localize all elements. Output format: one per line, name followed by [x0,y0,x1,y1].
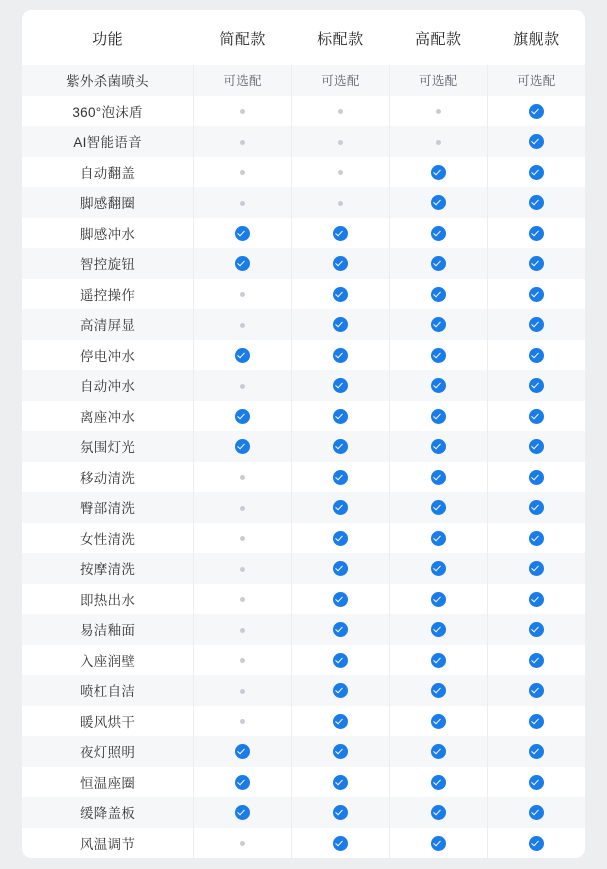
feature-name-cell: 按摩清洗 [22,553,194,584]
check-circle-icon [431,317,446,332]
feature-name-cell: AI智能语音 [22,126,194,157]
dot-icon [240,841,245,846]
check-circle-icon [529,805,544,820]
check-circle-icon [333,226,348,241]
table-row [22,309,585,340]
check-circle-icon [529,470,544,485]
table-row [22,218,585,249]
feature-support-cell [487,675,585,706]
feature-support-cell [194,126,292,157]
feature-support-cell [389,706,487,737]
feature-support-cell [194,340,292,371]
feature-support-cell [487,218,585,249]
feature-support-cell [487,736,585,767]
feature-name-cell: 自动冲水 [22,370,194,401]
check-circle-icon [333,500,348,515]
feature-support-cell [487,126,585,157]
dot-icon [240,689,245,694]
feature-support-cell [487,492,585,523]
feature-name-cell: 氛围灯光 [22,431,194,462]
table-row [22,96,585,127]
check-circle-icon [529,683,544,698]
feature-support-cell [487,767,585,798]
table-row [22,767,585,798]
column-header-model-3: 高配款 [389,10,487,65]
check-circle-icon [333,317,348,332]
feature-support-cell [292,462,390,493]
column-header-feature: 功能 [22,10,194,65]
check-circle-icon [431,348,446,363]
check-circle-icon [431,439,446,454]
table-body [22,65,585,858]
dot-icon [240,292,245,297]
feature-support-cell [389,492,487,523]
feature-name-cell: 夜灯照明 [22,736,194,767]
feature-name-cell: 喷杠自洁 [22,675,194,706]
feature-support-cell [194,492,292,523]
check-circle-icon [333,683,348,698]
feature-support-cell [389,309,487,340]
table-row [22,645,585,676]
check-circle-icon [431,653,446,668]
feature-support-cell [194,279,292,310]
check-circle-icon [529,714,544,729]
check-circle-icon [235,775,250,790]
feature-comparison-table [22,10,585,858]
dot-icon [240,628,245,633]
feature-support-cell [389,218,487,249]
feature-support-cell [389,523,487,554]
feature-support-cell [389,584,487,615]
check-circle-icon [333,531,348,546]
feature-name-cell: 遥控操作 [22,279,194,310]
dot-icon [240,201,245,206]
check-circle-icon [333,714,348,729]
feature-support-cell [389,96,487,127]
optional-label: 可选配 [517,74,556,89]
check-circle-icon [333,592,348,607]
check-circle-icon [333,805,348,820]
feature-support-cell [487,523,585,554]
check-circle-icon [235,348,250,363]
table-row [22,187,585,218]
feature-name-cell: 离座冲水 [22,401,194,432]
feature-support-cell [292,553,390,584]
feature-support-cell [487,462,585,493]
check-circle-icon [333,744,348,759]
feature-name-cell: 移动清洗 [22,462,194,493]
check-circle-icon [431,622,446,637]
feature-support-cell [292,370,390,401]
dot-icon [240,719,245,724]
feature-name-cell: 紫外杀菌喷头 [22,65,194,96]
column-header-model-2: 标配款 [292,10,390,65]
check-circle-icon [431,836,446,851]
check-circle-icon [333,287,348,302]
check-circle-icon [235,439,250,454]
feature-support-cell [487,706,585,737]
feature-support-cell [194,706,292,737]
dot-icon [436,140,441,145]
table-row [22,279,585,310]
feature-support-cell [292,309,390,340]
feature-name-cell: 自动翻盖 [22,157,194,188]
check-circle-icon [431,165,446,180]
feature-support-cell [194,96,292,127]
check-circle-icon [431,500,446,515]
feature-name-cell: 易洁釉面 [22,614,194,645]
check-circle-icon [235,744,250,759]
dot-icon [240,597,245,602]
feature-support-cell [389,157,487,188]
feature-support-cell [487,248,585,279]
feature-name-cell: 高清屏显 [22,309,194,340]
feature-support-cell [292,797,390,828]
feature-support-cell [389,614,487,645]
check-circle-icon [529,256,544,271]
feature-support-cell [487,157,585,188]
check-circle-icon [529,195,544,210]
check-circle-icon [529,836,544,851]
feature-support-cell [292,675,390,706]
feature-support-cell [487,65,585,96]
feature-support-cell [487,340,585,371]
feature-support-cell [194,370,292,401]
feature-support-cell [194,462,292,493]
feature-name-cell: 停电冲水 [22,340,194,371]
table-row [22,370,585,401]
column-header-model-1: 简配款 [194,10,292,65]
dot-icon [240,506,245,511]
check-circle-icon [529,165,544,180]
column-header-model-4: 旗舰款 [487,10,585,65]
check-circle-icon [333,348,348,363]
table-row [22,584,585,615]
feature-support-cell [292,492,390,523]
table-header [22,10,585,65]
feature-support-cell [487,584,585,615]
feature-support-cell [389,248,487,279]
check-circle-icon [333,470,348,485]
table-row [22,675,585,706]
check-circle-icon [431,714,446,729]
feature-name-cell: 恒温座圈 [22,767,194,798]
feature-support-cell [487,401,585,432]
feature-support-cell [292,187,390,218]
check-circle-icon [431,287,446,302]
feature-support-cell [292,584,390,615]
feature-support-cell [389,279,487,310]
feature-support-cell [292,614,390,645]
check-circle-icon [529,561,544,576]
table-row [22,797,585,828]
check-circle-icon [431,378,446,393]
feature-support-cell [194,218,292,249]
feature-support-cell [194,157,292,188]
table-row [22,736,585,767]
feature-support-cell [292,645,390,676]
check-circle-icon [529,134,544,149]
feature-support-cell [487,279,585,310]
feature-support-cell [389,370,487,401]
dot-icon [338,201,343,206]
feature-support-cell [194,645,292,676]
feature-support-cell [389,767,487,798]
feature-support-cell [194,584,292,615]
table-row [22,523,585,554]
feature-name-cell: 360°泡沫盾 [22,96,194,127]
feature-support-cell [487,96,585,127]
table-row [22,248,585,279]
check-circle-icon [235,256,250,271]
dot-icon [240,384,245,389]
check-circle-icon [235,805,250,820]
table-row [22,553,585,584]
feature-support-cell [389,675,487,706]
feature-support-cell [487,828,585,859]
header-row [22,10,585,65]
feature-name-cell: 臀部清洗 [22,492,194,523]
feature-support-cell [194,675,292,706]
feature-support-cell [292,96,390,127]
check-circle-icon [529,378,544,393]
check-circle-icon [529,622,544,637]
feature-name-cell: 即热出水 [22,584,194,615]
feature-support-cell [292,340,390,371]
optional-label: 可选配 [419,74,458,89]
table-row [22,828,585,859]
check-circle-icon [431,744,446,759]
feature-support-cell [194,767,292,798]
check-circle-icon [333,653,348,668]
feature-support-cell [292,736,390,767]
feature-support-cell [389,187,487,218]
feature-name-cell: 风温调节 [22,828,194,859]
check-circle-icon [431,409,446,424]
feature-support-cell [389,431,487,462]
dot-icon [240,323,245,328]
table-row [22,614,585,645]
feature-support-cell [389,462,487,493]
feature-support-cell [292,523,390,554]
dot-icon [240,536,245,541]
feature-support-cell [487,797,585,828]
feature-support-cell [487,187,585,218]
feature-support-cell [292,767,390,798]
check-circle-icon [431,226,446,241]
feature-support-cell [292,248,390,279]
check-circle-icon [431,195,446,210]
check-circle-icon [333,561,348,576]
check-circle-icon [333,256,348,271]
check-circle-icon [235,409,250,424]
check-circle-icon [333,409,348,424]
check-circle-icon [333,836,348,851]
feature-support-cell [292,157,390,188]
check-circle-icon [431,592,446,607]
feature-support-cell [292,279,390,310]
feature-support-cell [389,65,487,96]
feature-support-cell [389,126,487,157]
feature-support-cell [389,340,487,371]
dot-icon [240,567,245,572]
check-circle-icon [333,439,348,454]
check-circle-icon [431,561,446,576]
feature-name-cell: 女性清洗 [22,523,194,554]
check-circle-icon [529,409,544,424]
table-row [22,706,585,737]
feature-support-cell [389,401,487,432]
table-row [22,157,585,188]
dot-icon [240,109,245,114]
feature-support-cell [194,65,292,96]
check-circle-icon [529,348,544,363]
comparison-card [22,10,585,858]
feature-support-cell [292,706,390,737]
dot-icon [436,109,441,114]
check-circle-icon [529,439,544,454]
feature-support-cell [292,65,390,96]
feature-name-cell: 入座润壁 [22,645,194,676]
check-circle-icon [235,226,250,241]
table-row [22,431,585,462]
feature-support-cell [487,614,585,645]
check-circle-icon [529,500,544,515]
feature-name-cell: 脚感冲水 [22,218,194,249]
feature-support-cell [487,645,585,676]
feature-support-cell [292,828,390,859]
check-circle-icon [333,622,348,637]
check-circle-icon [333,775,348,790]
check-circle-icon [529,775,544,790]
feature-name-cell: 智控旋钮 [22,248,194,279]
dot-icon [240,170,245,175]
feature-name-cell: 缓降盖板 [22,797,194,828]
dot-icon [240,140,245,145]
table-row [22,462,585,493]
table-row [22,126,585,157]
optional-label: 可选配 [223,74,262,89]
check-circle-icon [431,683,446,698]
feature-support-cell [389,736,487,767]
dot-icon [338,140,343,145]
feature-support-cell [389,553,487,584]
check-circle-icon [529,744,544,759]
feature-support-cell [194,828,292,859]
feature-support-cell [487,370,585,401]
feature-support-cell [292,218,390,249]
feature-support-cell [389,645,487,676]
dot-icon [240,658,245,663]
feature-support-cell [487,309,585,340]
check-circle-icon [529,531,544,546]
feature-support-cell [292,126,390,157]
feature-support-cell [487,553,585,584]
table-row [22,401,585,432]
feature-support-cell [194,401,292,432]
feature-support-cell [487,431,585,462]
feature-support-cell [194,431,292,462]
check-circle-icon [431,470,446,485]
check-circle-icon [333,378,348,393]
feature-support-cell [194,523,292,554]
dot-icon [240,475,245,480]
check-circle-icon [529,592,544,607]
feature-support-cell [389,828,487,859]
check-circle-icon [529,317,544,332]
feature-name-cell: 脚感翻圈 [22,187,194,218]
dot-icon [338,170,343,175]
check-circle-icon [431,256,446,271]
feature-support-cell [194,187,292,218]
optional-label: 可选配 [321,74,360,89]
feature-support-cell [194,553,292,584]
table-row [22,340,585,371]
feature-support-cell [194,309,292,340]
feature-support-cell [292,431,390,462]
feature-support-cell [194,797,292,828]
table-row [22,65,585,96]
feature-support-cell [389,797,487,828]
feature-support-cell [194,736,292,767]
check-circle-icon [431,775,446,790]
feature-support-cell [194,248,292,279]
check-circle-icon [431,531,446,546]
check-circle-icon [431,805,446,820]
feature-support-cell [292,401,390,432]
dot-icon [338,109,343,114]
feature-name-cell: 暖风烘干 [22,706,194,737]
table-row [22,492,585,523]
check-circle-icon [529,653,544,668]
check-circle-icon [529,226,544,241]
check-circle-icon [529,287,544,302]
check-circle-icon [529,104,544,119]
feature-support-cell [194,614,292,645]
